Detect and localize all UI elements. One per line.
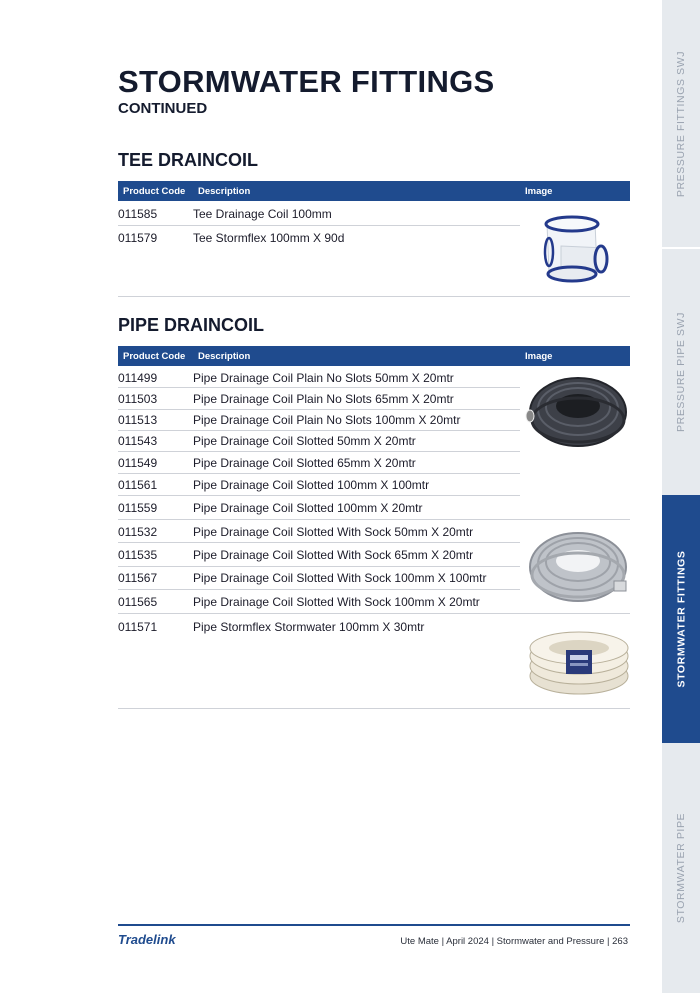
product-description: Tee Drainage Coil 100mm — [193, 207, 332, 221]
group-divider — [118, 519, 630, 520]
header-image: Image — [525, 186, 553, 197]
product-code: 011565 — [118, 595, 158, 609]
product-description: Pipe Drainage Coil Plain No Slots 65mm X 20mtr — [193, 392, 454, 406]
product-code: 011513 — [118, 413, 158, 427]
product-description: Pipe Drainage Coil Plain No Slots 50mm X 20mtr — [193, 371, 454, 385]
row-divider — [118, 451, 520, 452]
product-code: 011559 — [118, 501, 158, 515]
section-sidebar — [662, 0, 700, 993]
black-coil-pipe-image — [524, 372, 632, 457]
footer-rule — [118, 924, 630, 926]
row-divider — [118, 409, 520, 410]
white-stormflex-coil-image — [526, 628, 632, 703]
product-description: Pipe Drainage Coil Slotted With Sock 100mm X 100mtr — [193, 571, 487, 585]
section-title-tee: TEE DRAINCOIL — [118, 150, 259, 170]
section-divider — [118, 296, 630, 297]
row-divider — [118, 430, 520, 431]
sidebar-tab-stormwater-pipe[interactable] — [662, 743, 700, 993]
product-code: 011532 — [118, 525, 158, 539]
sidebar-tab-label: STORMWATER FITTINGS — [675, 550, 688, 688]
tradelink-logo: Tradelink — [118, 932, 176, 947]
product-description: Pipe Drainage Coil Slotted 100mm X 20mtr — [193, 501, 423, 515]
sidebar-tab-pressure-pipe[interactable] — [662, 249, 700, 495]
section-divider — [118, 708, 630, 709]
product-description: Tee Stormflex 100mm X 90d — [193, 231, 345, 245]
product-description: Pipe Drainage Coil Slotted 65mm X 20mtr — [193, 456, 416, 470]
table-header-pipe — [118, 346, 630, 366]
product-code: 011549 — [118, 456, 158, 470]
product-description: Pipe Stormflex Stormwater 100mm X 30mtr — [193, 620, 425, 634]
product-code: 011585 — [118, 207, 158, 221]
group-divider — [118, 613, 630, 614]
header-product-code: Product Code — [123, 186, 186, 197]
product-description: Pipe Drainage Coil Slotted With Sock 50mm X 20mtr — [193, 525, 474, 539]
row-divider — [118, 589, 520, 590]
row-divider — [118, 566, 520, 567]
tee-fitting-image — [535, 208, 609, 295]
row-divider — [118, 542, 520, 543]
row-divider — [118, 225, 520, 226]
section-title-pipe: PIPE DRAINCOIL — [118, 315, 265, 335]
header-description: Description — [198, 186, 251, 197]
product-description: Pipe Drainage Coil Slotted 100mm X 100mtr — [193, 478, 430, 492]
row-divider — [118, 473, 520, 474]
row-divider — [118, 387, 520, 388]
sidebar-tab-pressure-fittings[interactable] — [662, 0, 700, 248]
header-product-code: Product Code — [123, 351, 186, 362]
product-code: 011535 — [118, 548, 158, 562]
header-description: Description — [198, 351, 251, 362]
product-code: 011567 — [118, 571, 158, 585]
sidebar-tab-label: PRESSURE PIPE SWJ — [675, 312, 687, 432]
product-description: Pipe Drainage Coil Plain No Slots 100mm X 20mtr — [193, 413, 461, 427]
page-subtitle: CONTINUED — [118, 100, 208, 117]
product-description: Pipe Drainage Coil Slotted 50mm X 20mtr — [193, 434, 416, 448]
product-description: Pipe Drainage Coil Slotted With Sock 100mm X 20mtr — [193, 595, 480, 609]
product-description: Pipe Drainage Coil Slotted With Sock 65mm X 20mtr — [193, 548, 474, 562]
sidebar-tab-label: STORMWATER PIPE — [675, 812, 688, 924]
header-image: Image — [525, 351, 553, 362]
row-divider — [118, 495, 520, 496]
sidebar-tab-label: PRESSURE FITTINGS SWJ — [675, 50, 688, 198]
page-title: STORMWATER FITTINGS — [118, 64, 495, 99]
grey-sock-coil-pipe-image — [526, 527, 632, 612]
product-code: 011503 — [118, 392, 158, 406]
sidebar-tab-stormwater-fittings[interactable] — [662, 495, 700, 743]
product-code: 011579 — [118, 231, 158, 245]
product-code: 011499 — [118, 371, 158, 385]
footer-text: Ute Mate | April 2024 | Stormwater and Pressure | 263 — [400, 936, 628, 947]
product-code: 011571 — [118, 620, 158, 634]
product-code: 011561 — [118, 478, 158, 492]
product-code: 011543 — [118, 434, 158, 448]
table-header-tee — [118, 181, 630, 201]
